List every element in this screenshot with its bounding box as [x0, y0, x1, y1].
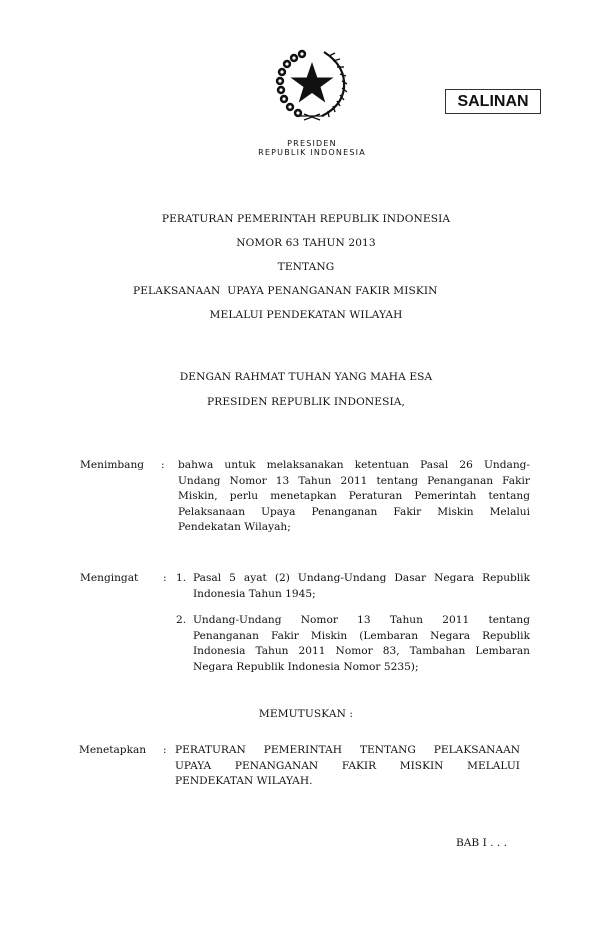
- menetapkan-colon: :: [163, 744, 167, 756]
- memutuskan-heading: MEMUTUSKAN :: [258, 708, 354, 720]
- menimbang-line: bahwa untuk melaksanakan ketentuan Pasal 26 Undang-: [178, 459, 530, 471]
- title-line-2: NOMOR 63 TAHUN 2013: [236, 237, 376, 249]
- menimbang-line: Miskin, perlu menetapkan Peraturan Pemerintah tentang: [178, 490, 530, 503]
- mengingat-item-line: Pasal 5 ayat (2) Undang-Undang Dasar Negara Republik: [193, 572, 530, 584]
- preamble-line-1: DENGAN RAHMAT TUHAN YANG MAHA ESA: [179, 371, 433, 383]
- preamble-line-2: PRESIDEN REPUBLIK INDONESIA,: [207, 396, 405, 408]
- mengingat-item-2: [193, 613, 530, 675]
- title-line-4: PELAKSANAAN UPAYA PENANGANAN FAKIR MISKIN: [133, 285, 438, 297]
- mengingat-item-2-number: 2.: [176, 614, 187, 626]
- title-line-5: MELALUI PENDEKATAN WILAYAH: [209, 309, 403, 321]
- menetapkan-text: [175, 743, 520, 790]
- emblem-caption: [232, 139, 392, 157]
- mengingat-colon: :: [163, 572, 167, 584]
- salinan-stamp: SALINAN: [445, 89, 541, 114]
- mengingat-item-1-number: 1.: [176, 572, 187, 584]
- mengingat-item-line: Negara Republik Indonesia Nomor 5235);: [193, 660, 419, 673]
- title-line-3: TENTANG: [277, 261, 335, 273]
- menimbang-line: Pendekatan Wilayah;: [178, 521, 291, 534]
- menetapkan-line: PENDEKATAN WILAYAH.: [175, 775, 313, 788]
- menimbang-line: Pelaksanaan Upaya Penanganan Fakir Miskin Melalui: [178, 505, 530, 518]
- mengingat-item-1: [193, 571, 530, 602]
- garuda-star-emblem-icon: [272, 44, 352, 124]
- mengingat-label: Mengingat: [80, 572, 139, 584]
- emblem-caption-line1: PRESIDEN: [287, 139, 337, 148]
- menimbang-text: [178, 458, 530, 536]
- page-continuation: BAB I . . .: [456, 837, 507, 849]
- mengingat-item-line: Indonesia Tahun 2011 Nomor 83, Tambahan Lembaran: [193, 645, 530, 658]
- emblem-caption-line2: REPUBLIK INDONESIA: [258, 148, 366, 157]
- menimbang-label: Menimbang: [80, 459, 145, 471]
- mengingat-item-line: Undang-Undang Nomor 13 Tahun 2011 tentang: [193, 614, 530, 626]
- title-line-1: PERATURAN PEMERINTAH REPUBLIK INDONESIA: [161, 213, 451, 225]
- mengingat-item-line: Penanganan Fakir Miskin (Lembaran Negara Republik: [193, 629, 530, 642]
- menetapkan-line: PERATURAN PEMERINTAH TENTANG PELAKSANAAN: [175, 744, 520, 756]
- menetapkan-line: UPAYA PENANGANAN FAKIR MISKIN MELALUI: [175, 759, 520, 772]
- menimbang-line: Undang Nomor 13 Tahun 2011 tentang Penanganan Fakir: [178, 474, 530, 487]
- menetapkan-label: Menetapkan: [79, 744, 147, 756]
- mengingat-item-line: Indonesia Tahun 1945;: [193, 587, 316, 600]
- menimbang-colon: :: [161, 459, 165, 471]
